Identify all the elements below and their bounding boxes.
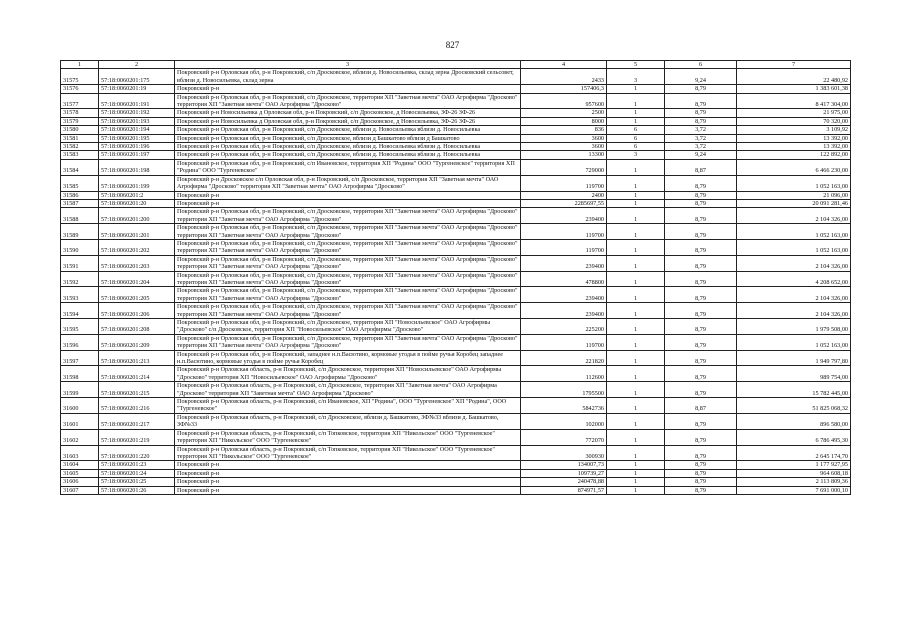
- group-cell: 1: [607, 287, 665, 303]
- address-cell: Покровский р-н: [175, 85, 521, 93]
- column-header: 5: [607, 61, 665, 69]
- rate-cell: 8,79: [665, 93, 737, 109]
- table-row: [61, 85, 851, 93]
- table-row: [61, 191, 851, 199]
- table-row: [61, 109, 851, 117]
- rate-cell: 8,79: [665, 271, 737, 287]
- group-cell: 1: [607, 255, 665, 271]
- table-row: [61, 199, 851, 207]
- cadastral-value-cell: 6 466 230,00: [737, 159, 851, 175]
- table-row: [61, 366, 851, 382]
- group-cell: 1: [607, 382, 665, 398]
- table-row: [61, 319, 851, 335]
- address-cell: Покровский р-н Орловская обл, р-н Покровский, с/п Дросковское, территория ХП "Новосильевское" ОАО Агрофирмы "Дросково" с/п Дросковское, территория ХП "Новосильевское" ОАО Агрофирмы "Дросково": [175, 319, 521, 335]
- row-number-cell: 31580: [61, 126, 99, 134]
- table-row: [61, 413, 851, 429]
- rate-cell: 8,79: [665, 461, 737, 469]
- rate-cell: 8,79: [665, 85, 737, 93]
- table-row: [61, 143, 851, 151]
- area-cell: 8000: [521, 117, 607, 125]
- table-row: [61, 469, 851, 477]
- address-cell: Покровский р-н Орловская обл, р-н Покровский, с/п Ивановское, территория ХП "Родина" ООО "Тургеневское" территория ХП "Родина" ООО "Тургеневское": [175, 159, 521, 175]
- cadastral-value-cell: 1 052 163,00: [737, 334, 851, 350]
- rate-cell: 8,79: [665, 255, 737, 271]
- group-cell: 1: [607, 159, 665, 175]
- group-cell: 1: [607, 191, 665, 199]
- table-row: [61, 117, 851, 125]
- group-cell: 1: [607, 445, 665, 461]
- cadastral-number-cell: 57:18:0060201:219: [99, 429, 175, 445]
- group-cell: 1: [607, 117, 665, 125]
- area-cell: 772070: [521, 429, 607, 445]
- area-cell: 239400: [521, 303, 607, 319]
- cadastral-number-cell: 57:18:0060201:24: [99, 469, 175, 477]
- address-cell: Покровский р-н Орловская область, р-н Покровский, с/п Дросковское, вблизи д. Башкатово, ЗФ№33 вблизи д. Башкатово, ЗФ№33: [175, 413, 521, 429]
- rate-cell: 8,79: [665, 208, 737, 224]
- rate-cell: 8,79: [665, 287, 737, 303]
- cadastral-value-cell: 22 480,92: [737, 69, 851, 85]
- table-row: [61, 69, 851, 85]
- row-number-cell: 31578: [61, 109, 99, 117]
- address-cell: Покровский р-н Новосильевка д Орловская обл, р-н Покровский, с/п Дросковское, д Новосильевка, ЗФ-26 ЗФ-26: [175, 117, 521, 125]
- column-header: 2: [99, 61, 175, 69]
- column-header: 7: [737, 61, 851, 69]
- cadastral-value-cell: 2 104 326,00: [737, 287, 851, 303]
- row-number-cell: 31585: [61, 175, 99, 191]
- group-cell: 1: [607, 175, 665, 191]
- group-cell: 1: [607, 85, 665, 93]
- row-number-cell: 31603: [61, 445, 99, 461]
- rate-cell: 8,79: [665, 175, 737, 191]
- cadastral-number-cell: 57:18:0060201:20: [99, 199, 175, 207]
- rate-cell: 3,72: [665, 134, 737, 142]
- row-number-cell: 31576: [61, 85, 99, 93]
- rate-cell: 3,72: [665, 143, 737, 151]
- group-cell: 1: [607, 350, 665, 366]
- rate-cell: 8,79: [665, 382, 737, 398]
- table-row: [61, 134, 851, 142]
- group-cell: 1: [607, 224, 665, 240]
- group-cell: 1: [607, 303, 665, 319]
- address-cell: Покровский р-н Орловская область, р-н Покровский, с/п Дросковское, территория ХП "Новосильевское" ОАО Агрофирмы "Дросково" территория ХП "Новосильевское" ОАО Агрофирмы "Дросково": [175, 366, 521, 382]
- area-cell: 239400: [521, 287, 607, 303]
- rate-cell: 8,79: [665, 117, 737, 125]
- register-table: [60, 60, 851, 495]
- address-cell: Покровский р-н Орловская обл, р-н Покровский, с/п Дросковское, вблизи д. Новосильевка вблизи д. Новосильевка: [175, 126, 521, 134]
- group-cell: 3: [607, 69, 665, 85]
- row-number-cell: 31591: [61, 255, 99, 271]
- rate-cell: 3,72: [665, 126, 737, 134]
- address-cell: Покровский р-н Орловская обл, р-н Покровский, западнее н.п.Васютино, кормовые угодья в пойме ручья Коробец западнее н.п.Васютино, кормовые угодья в пойме ручья Коробец: [175, 350, 521, 366]
- cadastral-value-cell: 8 417 304,00: [737, 93, 851, 109]
- table-row: [61, 151, 851, 159]
- row-number-cell: 31587: [61, 199, 99, 207]
- rate-cell: 8,79: [665, 224, 737, 240]
- group-cell: 1: [607, 239, 665, 255]
- table-row: [61, 382, 851, 398]
- address-cell: Покровский р-н Орловская обл, р-н Покровский, с/п Дросковское, вблизи д Башкатово вблизи д Башкатово: [175, 134, 521, 142]
- cadastral-value-cell: 3 109,92: [737, 126, 851, 134]
- row-number-cell: 31586: [61, 191, 99, 199]
- group-cell: 1: [607, 271, 665, 287]
- area-cell: 2400: [521, 191, 607, 199]
- rate-cell: 8,79: [665, 199, 737, 207]
- row-number-cell: 31582: [61, 143, 99, 151]
- cadastral-number-cell: 57:18:0060201:198: [99, 159, 175, 175]
- rate-cell: 9,24: [665, 69, 737, 85]
- table-row: [61, 486, 851, 494]
- table-row: [61, 239, 851, 255]
- rate-cell: 8,79: [665, 486, 737, 494]
- table-row: [61, 287, 851, 303]
- cadastral-value-cell: 989 754,00: [737, 366, 851, 382]
- table-row: [61, 445, 851, 461]
- cadastral-number-cell: 57:18:0060201:215: [99, 382, 175, 398]
- address-cell: Покровский р-н: [175, 486, 521, 494]
- cadastral-number-cell: 57:18:0060201:192: [99, 109, 175, 117]
- address-cell: Покровский р-н: [175, 199, 521, 207]
- cadastral-number-cell: 57:18:0060201:204: [99, 271, 175, 287]
- rate-cell: 8,79: [665, 109, 737, 117]
- address-cell: Покровский р-н Орловская обл, р-н Покровский, с/п Дросковское, территория ХП "Заветная мечта" ОАО Агрофирма "Дросково" территория ХП "Заветная мечта" ОАО Агрофирма "Дросково": [175, 303, 521, 319]
- cadastral-value-cell: 2 113 809,36: [737, 478, 851, 486]
- address-cell: Покровский р-н Орловская обл, р-н Покровский, с/п Дросковское, территория ХП "Заветная мечта" ОАО Агрофирма "Дросково" территория ХП "Заветная мечта" ОАО Агрофирма "Дросково": [175, 93, 521, 109]
- group-cell: 1: [607, 469, 665, 477]
- area-cell: 102000: [521, 413, 607, 429]
- cadastral-value-cell: 21 975,00: [737, 109, 851, 117]
- table-row: [61, 208, 851, 224]
- column-header: 1: [61, 61, 99, 69]
- cadastral-number-cell: 57:18:0060201:213: [99, 350, 175, 366]
- address-cell: Покровский р-н Новосильевка д Орловская обл, р-н Покровский, с/п Дросковское, д Новосильевка, ЗФ-26 ЗФ-26: [175, 109, 521, 117]
- address-cell: Покровский р-н Орловская обл, р-н Покровский, с/п Дросковское, вблизи д. Новосильевка вблизи д. Новосильевка: [175, 143, 521, 151]
- row-number-cell: 31605: [61, 469, 99, 477]
- table-row: [61, 429, 851, 445]
- row-number-cell: 31607: [61, 486, 99, 494]
- row-number-cell: 31581: [61, 134, 99, 142]
- rate-cell: 8,79: [665, 319, 737, 335]
- cadastral-value-cell: 1 177 927,95: [737, 461, 851, 469]
- address-cell: Покровский р-н Орловская обл, р-н Покровский, с/п Дросковское, территория ХП "Заветная мечта" ОАО Агрофирма "Дросково" территория ХП "Заветная мечта" ОАО Агрофирма "Дросково": [175, 271, 521, 287]
- group-cell: 1: [607, 398, 665, 414]
- group-cell: 1: [607, 413, 665, 429]
- cadastral-value-cell: 2 104 326,00: [737, 303, 851, 319]
- area-cell: 225200: [521, 319, 607, 335]
- address-cell: Покровский р-н Дросковское с/п Орловская обл, р-н Покровский, с/п Дросковское, территория ХП "Заветная мечта" ОАО Агрофирма "Дросково" территория ХП "Заветная мечта" ОАО Агрофирма "Дросково": [175, 175, 521, 191]
- area-cell: 3600: [521, 143, 607, 151]
- column-header: 3: [175, 61, 521, 69]
- row-number-cell: 31601: [61, 413, 99, 429]
- area-cell: 2433: [521, 69, 607, 85]
- row-number-cell: 31600: [61, 398, 99, 414]
- area-cell: 1795500: [521, 382, 607, 398]
- table-row: [61, 159, 851, 175]
- cadastral-value-cell: 964 608,18: [737, 469, 851, 477]
- cadastral-number-cell: 57:18:0060201:208: [99, 319, 175, 335]
- cadastral-value-cell: 2 645 174,70: [737, 445, 851, 461]
- cadastral-number-cell: 57:18:0060201:217: [99, 413, 175, 429]
- cadastral-number-cell: 57:18:0060201:175: [99, 69, 175, 85]
- group-cell: 1: [607, 93, 665, 109]
- row-number-cell: 31594: [61, 303, 99, 319]
- group-cell: 1: [607, 334, 665, 350]
- area-cell: 239400: [521, 208, 607, 224]
- column-header: 6: [665, 61, 737, 69]
- group-cell: 1: [607, 486, 665, 494]
- cadastral-value-cell: 13 392,00: [737, 143, 851, 151]
- cadastral-number-cell: 57:18:0060201:201: [99, 224, 175, 240]
- area-cell: 119700: [521, 334, 607, 350]
- rate-cell: 8,79: [665, 445, 737, 461]
- area-cell: 13300: [521, 151, 607, 159]
- rate-cell: 8,79: [665, 303, 737, 319]
- address-cell: Покровский р-н Орловская область, р-н Покровский, с/п Ивановское, ХП "Родина", ООО "Тургеневское" ХП "Родина", ООО "Тургеневское": [175, 398, 521, 414]
- row-number-cell: 31595: [61, 319, 99, 335]
- group-cell: 1: [607, 208, 665, 224]
- address-cell: Покровский р-н Орловская обл, р-н Покровский, с/п Дросковское, территория ХП "Заветная мечта" ОАО Агрофирма "Дросково" территория ХП "Заветная мечта" ОАО Агрофирма "Дросково": [175, 224, 521, 240]
- address-cell: Покровский р-н: [175, 478, 521, 486]
- table-row: [61, 224, 851, 240]
- column-number-row: [61, 61, 851, 69]
- table-row: [61, 478, 851, 486]
- address-cell: Покровский р-н Орловская обл, р-н Покровский, с/п Дросковское, вблизи д. Новосильевка, склад зерна Дросковский сельсовет, вблизи д. Новосильевка, склад зерна: [175, 69, 521, 85]
- area-cell: 109739,27: [521, 469, 607, 477]
- table-row: [61, 271, 851, 287]
- cadastral-number-cell: 57:18:0060201:199: [99, 175, 175, 191]
- cadastral-number-cell: 57:18:0060201:209: [99, 334, 175, 350]
- group-cell: 1: [607, 366, 665, 382]
- cadastral-value-cell: 122 892,00: [737, 151, 851, 159]
- address-cell: Покровский р-н Орловская область, р-н Покровский, с/п Топковское, территория ХП "Никольское" ООО "Тургеневское" территория ХП "Никольское" ООО "Тургеневское": [175, 429, 521, 445]
- group-cell: 6: [607, 143, 665, 151]
- row-number-cell: 31579: [61, 117, 99, 125]
- cadastral-value-cell: 2 104 326,00: [737, 255, 851, 271]
- cadastral-number-cell: 57:18:0060201:216: [99, 398, 175, 414]
- row-number-cell: 31606: [61, 478, 99, 486]
- area-cell: 157406,3: [521, 85, 607, 93]
- area-cell: 239400: [521, 255, 607, 271]
- cadastral-number-cell: 57:18:0060201:197: [99, 151, 175, 159]
- rate-cell: 8,79: [665, 350, 737, 366]
- area-cell: 836: [521, 126, 607, 134]
- group-cell: 6: [607, 126, 665, 134]
- table-row: [61, 255, 851, 271]
- group-cell: 1: [607, 319, 665, 335]
- area-cell: 2500: [521, 109, 607, 117]
- rate-cell: 9,24: [665, 151, 737, 159]
- cadastral-number-cell: 57:18:0060201:196: [99, 143, 175, 151]
- column-header: 4: [521, 61, 607, 69]
- row-number-cell: 31599: [61, 382, 99, 398]
- row-number-cell: 31577: [61, 93, 99, 109]
- cadastral-value-cell: 70 320,00: [737, 117, 851, 125]
- cadastral-value-cell: 1 949 797,80: [737, 350, 851, 366]
- row-number-cell: 31592: [61, 271, 99, 287]
- cadastral-value-cell: 6 786 495,30: [737, 429, 851, 445]
- rate-cell: 8,79: [665, 413, 737, 429]
- rate-cell: 8,79: [665, 334, 737, 350]
- area-cell: 134007,73: [521, 461, 607, 469]
- cadastral-value-cell: 20 091 281,46: [737, 199, 851, 207]
- row-number-cell: 31598: [61, 366, 99, 382]
- group-cell: 1: [607, 199, 665, 207]
- cadastral-number-cell: 57:18:0060201:202: [99, 239, 175, 255]
- rate-cell: 8,79: [665, 239, 737, 255]
- rate-cell: 8,87: [665, 398, 737, 414]
- cadastral-value-cell: 1 052 163,00: [737, 175, 851, 191]
- area-cell: 112600: [521, 366, 607, 382]
- row-number-cell: 31588: [61, 208, 99, 224]
- area-cell: 119700: [521, 175, 607, 191]
- cadastral-value-cell: 1 979 508,00: [737, 319, 851, 335]
- area-cell: 300930: [521, 445, 607, 461]
- table-row: [61, 126, 851, 134]
- table-row: [61, 350, 851, 366]
- cadastral-number-cell: 57:18:0060201:2: [99, 191, 175, 199]
- cadastral-number-cell: 57:18:0060201:195: [99, 134, 175, 142]
- area-cell: 5842736: [521, 398, 607, 414]
- cadastral-number-cell: 57:18:0060201:26: [99, 486, 175, 494]
- area-cell: 3600: [521, 134, 607, 142]
- cadastral-value-cell: 1 052 163,00: [737, 239, 851, 255]
- address-cell: Покровский р-н Орловская область, р-н Покровский, с/п Дросковское, территория ХП "Заветная мечта" ОАО Агрофирма "Дросково" территория ХП "Заветная мечта" ОАО Агрофирма "Дросково": [175, 382, 521, 398]
- area-cell: 240478,88: [521, 478, 607, 486]
- address-cell: Покровский р-н Орловская область, р-н Покровский, с/п Топковское, территория ХП "Никольское" ООО "Тургеневское" территория ХП "Никольское" ООО "Тургеневское": [175, 445, 521, 461]
- address-cell: Покровский р-н Орловская обл, р-н Покровский, с/п Дросковское, территория ХП "Заветная мечта" ОАО Агрофирма "Дросково" территория ХП "Заветная мечта" ОАО Агрофирма "Дросково": [175, 287, 521, 303]
- area-cell: 119700: [521, 239, 607, 255]
- row-number-cell: 31575: [61, 69, 99, 85]
- row-number-cell: 31596: [61, 334, 99, 350]
- group-cell: 3: [607, 151, 665, 159]
- row-number-cell: 31583: [61, 151, 99, 159]
- table-row: [61, 398, 851, 414]
- address-cell: Покровский р-н: [175, 461, 521, 469]
- row-number-cell: 31597: [61, 350, 99, 366]
- address-cell: Покровский р-н Орловская обл, р-н Покровский, с/п Дросковское, территория ХП "Заветная мечта" ОАО Агрофирма "Дросково" территория ХП "Заветная мечта" ОАО Агрофирма "Дросково": [175, 239, 521, 255]
- area-cell: 221820: [521, 350, 607, 366]
- cadastral-number-cell: 57:18:0060201:214: [99, 366, 175, 382]
- row-number-cell: 31589: [61, 224, 99, 240]
- rate-cell: 8,87: [665, 159, 737, 175]
- cadastral-value-cell: 15 782 445,00: [737, 382, 851, 398]
- table-row: [61, 303, 851, 319]
- address-cell: Покровский р-н: [175, 191, 521, 199]
- cadastral-number-cell: 57:18:0060201:193: [99, 117, 175, 125]
- address-cell: Покровский р-н Орловская обл, р-н Покровский, с/п Дросковское, территория ХП "Заветная мечта" ОАО Агрофирма "Дросково" территория ХП "Заветная мечта" ОАО Агрофирма "Дросково": [175, 334, 521, 350]
- cadastral-value-cell: 1 052 163,00: [737, 224, 851, 240]
- table-row: [61, 93, 851, 109]
- table-row: [61, 175, 851, 191]
- row-number-cell: 31602: [61, 429, 99, 445]
- table-row: [61, 461, 851, 469]
- area-cell: 957600: [521, 93, 607, 109]
- rate-cell: 8,79: [665, 366, 737, 382]
- address-cell: Покровский р-н: [175, 469, 521, 477]
- cadastral-value-cell: 2 104 326,00: [737, 208, 851, 224]
- page-number: 827: [445, 40, 460, 50]
- cadastral-number-cell: 57:18:0060201:19: [99, 85, 175, 93]
- cadastral-number-cell: 57:18:0060201:191: [99, 93, 175, 109]
- rate-cell: 8,79: [665, 478, 737, 486]
- group-cell: 1: [607, 109, 665, 117]
- row-number-cell: 31593: [61, 287, 99, 303]
- cadastral-value-cell: 51 825 068,32: [737, 398, 851, 414]
- cadastral-number-cell: 57:18:0060201:194: [99, 126, 175, 134]
- cadastral-number-cell: 57:18:0060201:206: [99, 303, 175, 319]
- cadastral-value-cell: 896 580,00: [737, 413, 851, 429]
- rate-cell: 8,79: [665, 469, 737, 477]
- row-number-cell: 31604: [61, 461, 99, 469]
- group-cell: 6: [607, 134, 665, 142]
- rate-cell: 8,79: [665, 191, 737, 199]
- cadastral-number-cell: 57:18:0060201:220: [99, 445, 175, 461]
- rate-cell: 8,79: [665, 429, 737, 445]
- cadastral-value-cell: 21 096,00: [737, 191, 851, 199]
- address-cell: Покровский р-н Орловская обл, р-н Покровский, с/п Дросковское, территория ХП "Заветная мечта" ОАО Агрофирма "Дросково" территория ХП "Заветная мечта" ОАО Агрофирма "Дросково": [175, 208, 521, 224]
- group-cell: 1: [607, 461, 665, 469]
- cadastral-number-cell: 57:18:0060201:203: [99, 255, 175, 271]
- cadastral-value-cell: 13 392,00: [737, 134, 851, 142]
- area-cell: 729000: [521, 159, 607, 175]
- cadastral-value-cell: 7 691 000,10: [737, 486, 851, 494]
- area-cell: 874971,57: [521, 486, 607, 494]
- area-cell: 2285697,55: [521, 199, 607, 207]
- address-cell: Покровский р-н Орловская обл, р-н Покровский, с/п Дросковское, вблизи д. Новосильевка вблизи д. Новосильевка: [175, 151, 521, 159]
- cadastral-number-cell: 57:18:0060201:23: [99, 461, 175, 469]
- area-cell: 119700: [521, 224, 607, 240]
- cadastral-value-cell: 4 208 652,00: [737, 271, 851, 287]
- group-cell: 1: [607, 429, 665, 445]
- row-number-cell: 31590: [61, 239, 99, 255]
- cadastral-number-cell: 57:18:0060201:200: [99, 208, 175, 224]
- group-cell: 1: [607, 478, 665, 486]
- table-row: [61, 334, 851, 350]
- row-number-cell: 31584: [61, 159, 99, 175]
- cadastral-number-cell: 57:18:0060201:25: [99, 478, 175, 486]
- cadastral-number-cell: 57:18:0060201:205: [99, 287, 175, 303]
- address-cell: Покровский р-н Орловская обл, р-н Покровский, с/п Дросковское, территория ХП "Заветная мечта" ОАО Агрофирма "Дросково" территория ХП "Заветная мечта" ОАО Агрофирма "Дросково": [175, 255, 521, 271]
- area-cell: 478800: [521, 271, 607, 287]
- cadastral-value-cell: 1 383 601,38: [737, 85, 851, 93]
